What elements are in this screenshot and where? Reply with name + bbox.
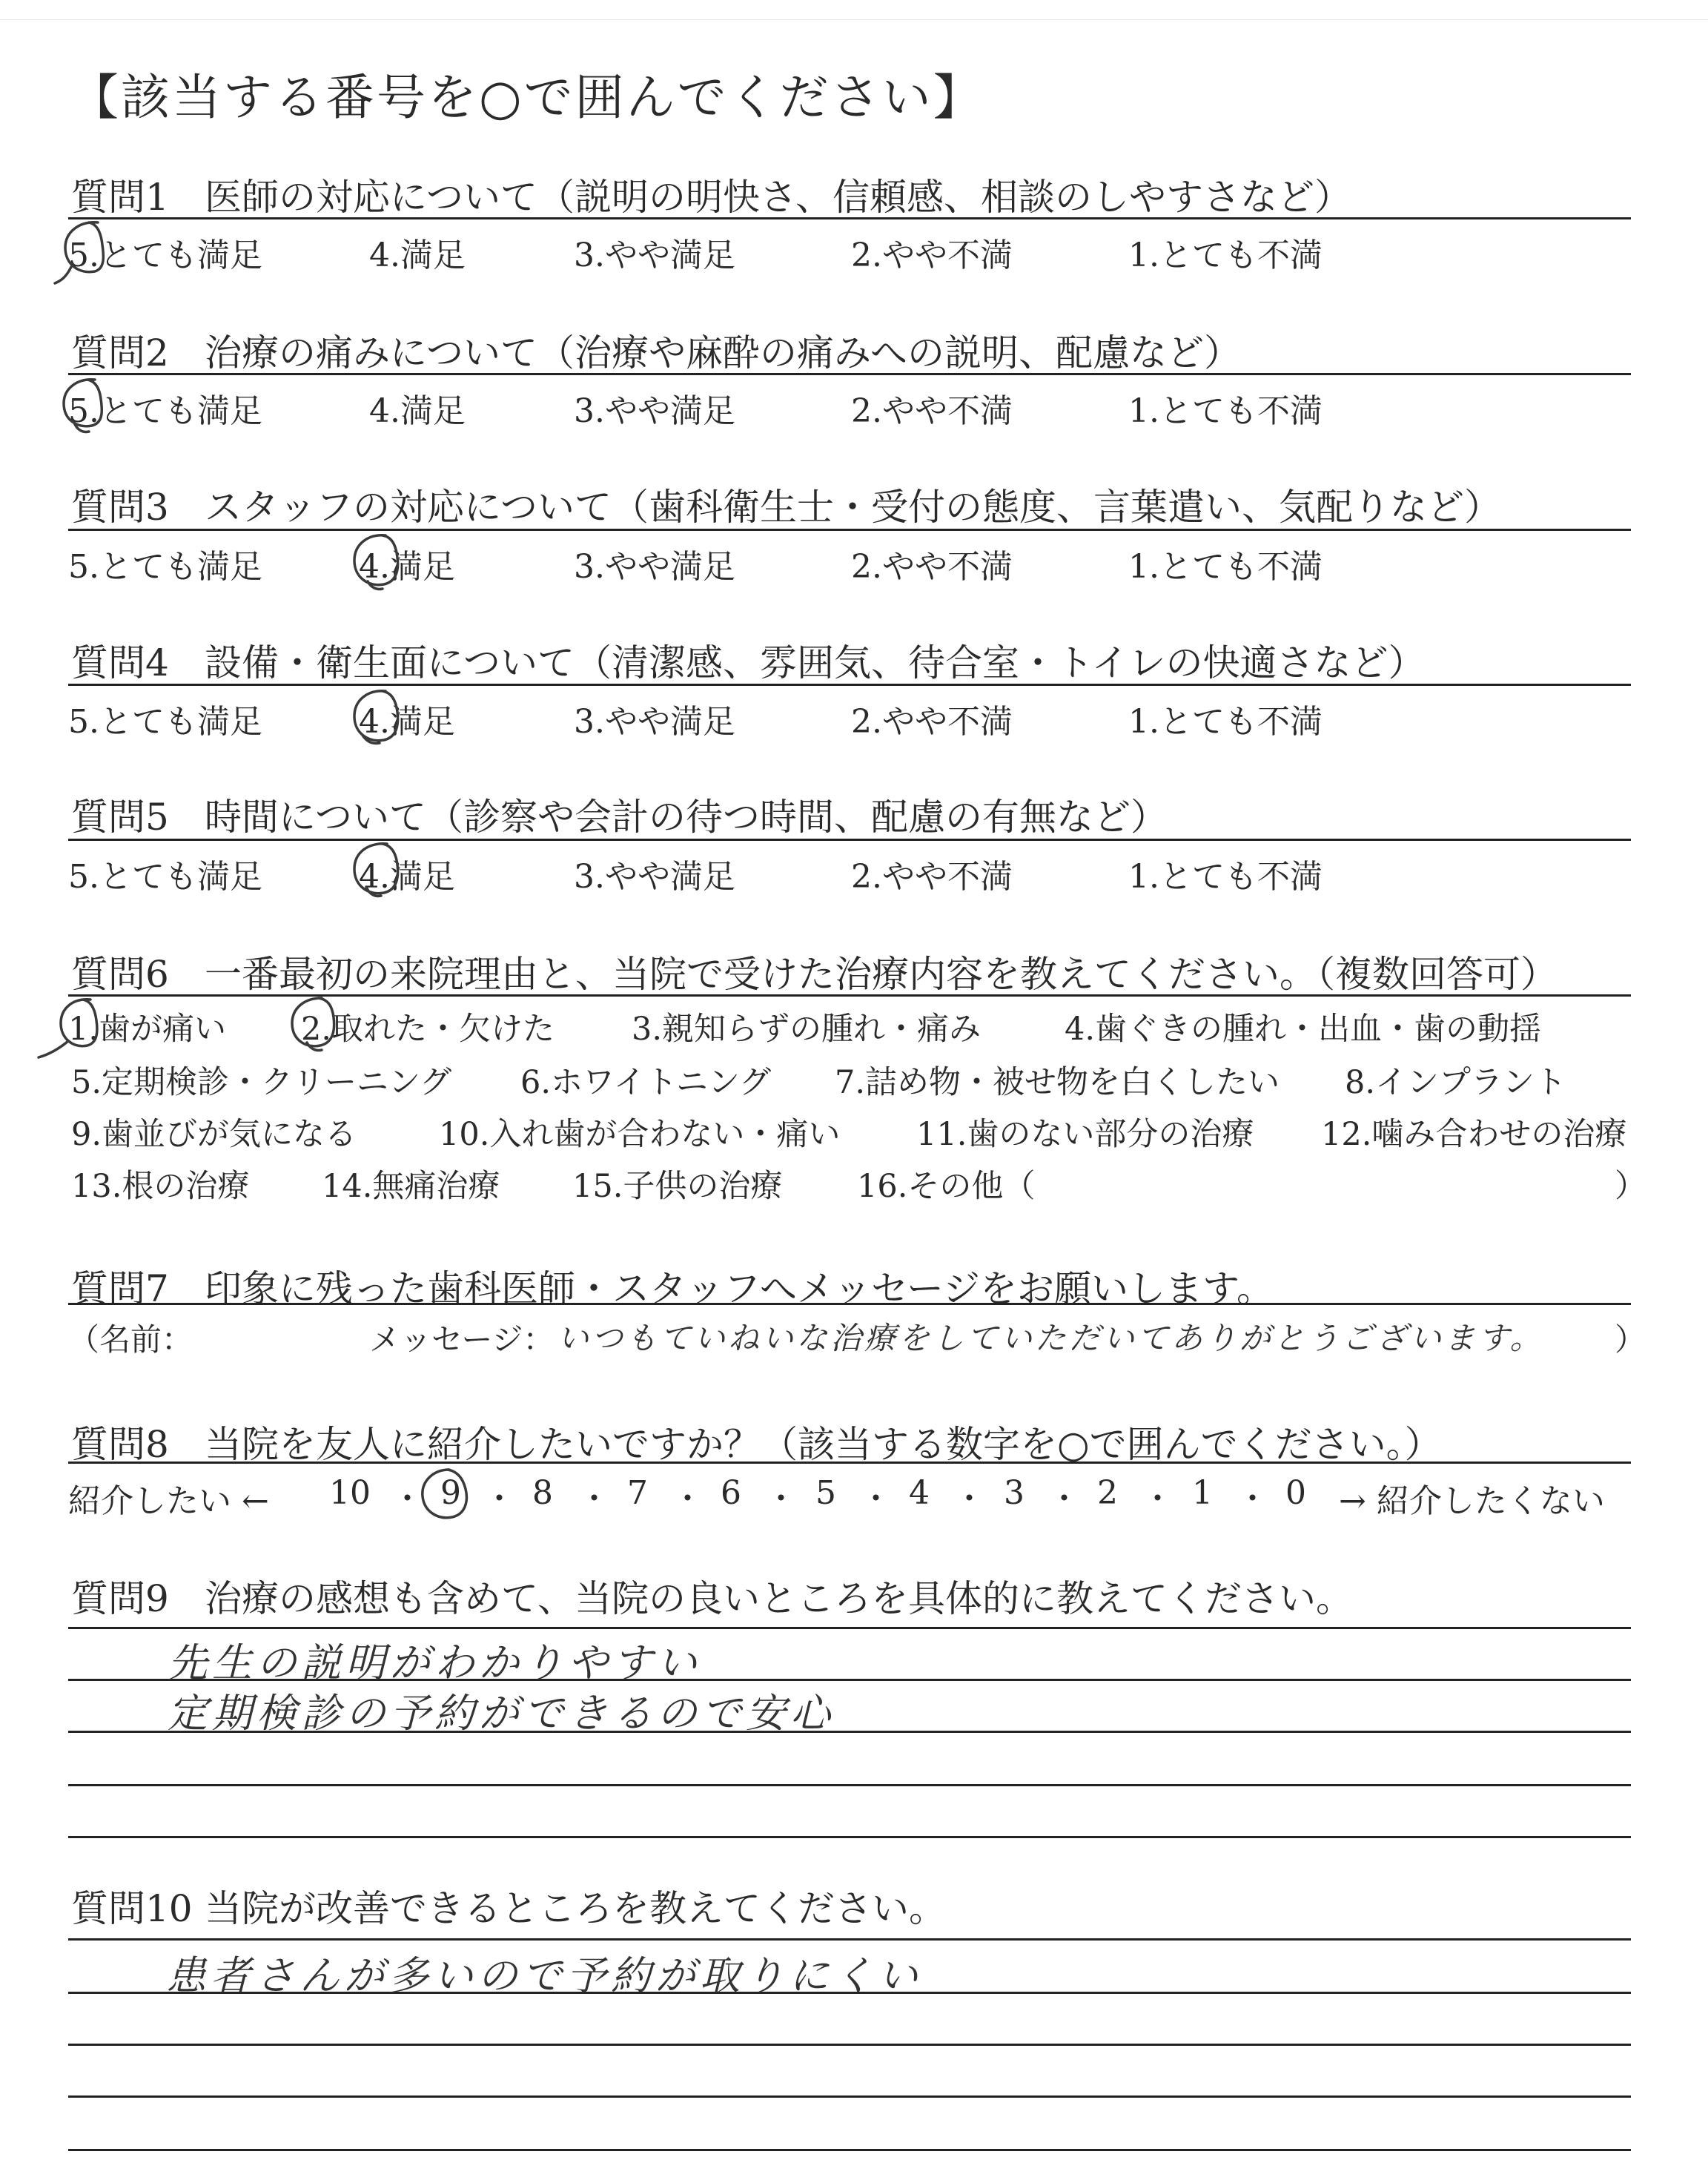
q5-option-1[interactable]: 1.とても不満 — [1128, 858, 1323, 896]
q6-choice-8[interactable]: 8.インプラント — [1345, 1064, 1567, 1101]
scale-separator: ・ — [1048, 1481, 1080, 1518]
q1-option-4[interactable]: 4.満足 — [369, 237, 466, 274]
q2-option-4[interactable]: 4.満足 — [369, 392, 466, 430]
question-text: 治療の痛みについて（治療や麻酔の痛みへの説明、配慮など） — [205, 331, 1241, 374]
answer-line — [68, 2149, 1631, 2151]
answer-line — [68, 1784, 1631, 1786]
q3-option-3[interactable]: 3.やや満足 — [574, 548, 735, 586]
scale-6[interactable]: 6 — [721, 1474, 741, 1512]
recommend-left-label: 紹介したい ← — [68, 1482, 269, 1520]
name-label: （名前： — [68, 1321, 193, 1358]
scale-4[interactable]: 4 — [909, 1474, 930, 1512]
q6-choice-13[interactable]: 13.根の治療 — [71, 1168, 250, 1205]
q4-option-1[interactable]: 1.とても不満 — [1128, 703, 1323, 741]
scale-separator: ・ — [765, 1481, 797, 1518]
question-5-title — [71, 787, 1168, 841]
q4-option-2[interactable]: 2.やや不満 — [851, 703, 1013, 741]
q2-option-5[interactable]: 5.とても満足 — [68, 392, 262, 430]
question-text: スタッフの対応について（歯科衛生士・受付の態度、言葉遣い、気配りなど） — [205, 486, 1501, 529]
question-text: 印象に残った歯科医師・スタッフへメッセージをお願いします。 — [205, 1267, 1274, 1310]
q4-option-5[interactable]: 5.とても満足 — [68, 703, 262, 741]
message-label: メッセージ： — [369, 1321, 555, 1358]
scale-1[interactable]: 1 — [1192, 1474, 1213, 1512]
question-text: 医師の対応について（説明の明快さ、信頼感、相談のしやすさなど） — [205, 176, 1351, 219]
question-text: 当院が改善できるところを教えてください。 — [205, 1887, 946, 1930]
q1-option-2[interactable]: 2.やや不満 — [851, 237, 1013, 274]
q6-choice-9[interactable]: 9.歯並びが気になる — [71, 1116, 357, 1153]
q6-choice-11[interactable]: 11.歯のない部分の治療 — [916, 1116, 1254, 1153]
question-text: 設備・衛生面について（清潔感、雰囲気、待合室・トイレの快適さなど） — [205, 641, 1426, 684]
question-4-rule — [68, 684, 1631, 686]
answer-line — [68, 2095, 1631, 2098]
q1-option-3[interactable]: 3.やや満足 — [574, 237, 735, 274]
recommend-right-label: → 紹介したくない — [1339, 1482, 1605, 1520]
scale-10[interactable]: 10 — [329, 1474, 371, 1512]
q1-option-5[interactable]: 5.とても満足 — [68, 237, 262, 274]
q5-option-4[interactable]: 4.満足 — [359, 858, 455, 896]
scale-5[interactable]: 5 — [815, 1474, 836, 1512]
q6-choice-15[interactable]: 15.子供の治療 — [572, 1168, 783, 1205]
scale-8[interactable]: 8 — [532, 1474, 553, 1512]
scale-separator: ・ — [1142, 1481, 1174, 1518]
q3-option-5[interactable]: 5.とても満足 — [68, 548, 262, 586]
q6-choice-2[interactable]: 2.取れた・欠けた — [301, 1011, 555, 1048]
question-8-rule — [68, 1462, 1631, 1464]
message-close-paren: ） — [1615, 1321, 1646, 1358]
question-6-title — [71, 945, 1558, 998]
question-number: 質問7 — [71, 1267, 169, 1310]
q2-option-1[interactable]: 1.とても不満 — [1128, 392, 1323, 430]
question-text: 当院を友人に紹介したいですか？（該当する数字を○で囲んでください。） — [205, 1423, 1442, 1466]
q9-answer-2: 定期検診の予約ができるので安心 — [168, 1690, 835, 1737]
question-9-title — [71, 1569, 1353, 1622]
q2-option-2[interactable]: 2.やや不満 — [851, 392, 1013, 430]
q6-choice-1[interactable]: 1.歯が痛い — [68, 1011, 227, 1048]
question-text: 一番最初の来院理由と、当院で受けた治療内容を教えてください。（複数回答可） — [205, 953, 1558, 996]
scale-separator: ・ — [391, 1481, 423, 1518]
form-header: 【該当する番号を○で囲んでください】 — [70, 69, 984, 126]
q5-option-2[interactable]: 2.やや不満 — [851, 858, 1013, 896]
question-1-title — [71, 168, 1351, 221]
q5-option-3[interactable]: 3.やや満足 — [574, 858, 735, 896]
message-handwritten: いつもていねいな治療をしていただいてありがとうございます。 — [557, 1320, 1544, 1356]
question-number: 質問4 — [71, 641, 169, 684]
question-number: 質問10 — [71, 1887, 193, 1930]
q6-other-close-paren: ） — [1615, 1168, 1646, 1205]
question-number: 質問1 — [71, 176, 169, 219]
question-5-rule — [68, 839, 1631, 841]
scale-9[interactable]: 9 — [440, 1474, 461, 1512]
answer-line — [68, 1836, 1631, 1838]
q4-option-3[interactable]: 3.やや満足 — [574, 703, 735, 741]
question-1-rule — [68, 217, 1631, 219]
answer-line — [68, 1627, 1631, 1629]
scale-separator: ・ — [953, 1481, 985, 1518]
answer-line — [68, 2044, 1631, 2046]
question-number: 質問8 — [71, 1423, 169, 1466]
q6-choice-6[interactable]: 6.ホワイトニング — [520, 1064, 772, 1101]
question-8-title — [71, 1415, 1442, 1468]
scale-7[interactable]: 7 — [627, 1474, 648, 1512]
q6-choice-14[interactable]: 14.無痛治療 — [322, 1168, 500, 1205]
question-number: 質問9 — [71, 1577, 169, 1620]
question-2-title — [71, 323, 1241, 377]
q10-answer-1: 患者さんが多いので予約が取りにくい — [166, 1952, 922, 1999]
question-2-rule — [68, 373, 1631, 375]
q1-option-1[interactable]: 1.とても不満 — [1128, 237, 1323, 274]
scale-3[interactable]: 3 — [1004, 1474, 1025, 1512]
q6-choice-7[interactable]: 7.詰め物・被せ物を白くしたい — [835, 1064, 1280, 1101]
question-6-rule — [68, 994, 1631, 997]
q4-option-4[interactable]: 4.満足 — [359, 703, 455, 741]
question-10-title — [71, 1879, 946, 1932]
q3-option-2[interactable]: 2.やや不満 — [851, 548, 1013, 586]
question-3-rule — [68, 529, 1631, 531]
question-number: 質問3 — [71, 486, 169, 529]
question-number: 質問6 — [71, 953, 169, 996]
question-4-title — [71, 633, 1426, 687]
q6-choice-10[interactable]: 10.入れ歯が合わない・痛い — [439, 1116, 841, 1153]
q6-choice-5[interactable]: 5.定期検診・クリーニング — [71, 1064, 452, 1101]
q6-choice-4[interactable]: 4.歯ぐきの腫れ・出血・歯の動揺 — [1065, 1011, 1542, 1048]
scale-separator: ・ — [578, 1481, 610, 1518]
scale-2[interactable]: 2 — [1097, 1474, 1118, 1512]
question-text: 治療の感想も含めて、当院の良いところを具体的に教えてください。 — [205, 1577, 1353, 1620]
question-number: 質問2 — [71, 331, 169, 374]
question-text: 時間について（診察や会計の待つ時間、配慮の有無など） — [205, 796, 1168, 839]
scale-0[interactable]: 0 — [1285, 1474, 1306, 1512]
question-number: 質問5 — [71, 796, 169, 839]
q5-option-5[interactable]: 5.とても満足 — [68, 858, 262, 896]
scale-separator: ・ — [1237, 1481, 1268, 1518]
question-7-rule — [68, 1303, 1631, 1305]
q6-choice-12[interactable]: 12.噛み合わせの治療 — [1321, 1116, 1627, 1153]
q3-option-4[interactable]: 4.満足 — [359, 548, 455, 586]
scale-separator: ・ — [483, 1481, 515, 1518]
answer-line — [68, 1938, 1631, 1941]
q2-option-3[interactable]: 3.やや満足 — [574, 392, 735, 430]
scan-edge-line — [0, 19, 1708, 20]
q6-choice-16[interactable]: 16.その他（ — [857, 1168, 1036, 1205]
q6-choice-3[interactable]: 3.親知らずの腫れ・痛み — [632, 1011, 982, 1048]
scale-separator: ・ — [672, 1481, 704, 1518]
q9-answer-1: 先生の説明がわかりやすい — [168, 1639, 701, 1686]
question-3-title — [71, 478, 1501, 531]
q3-option-1[interactable]: 1.とても不満 — [1128, 548, 1323, 586]
scale-separator: ・ — [860, 1481, 892, 1518]
